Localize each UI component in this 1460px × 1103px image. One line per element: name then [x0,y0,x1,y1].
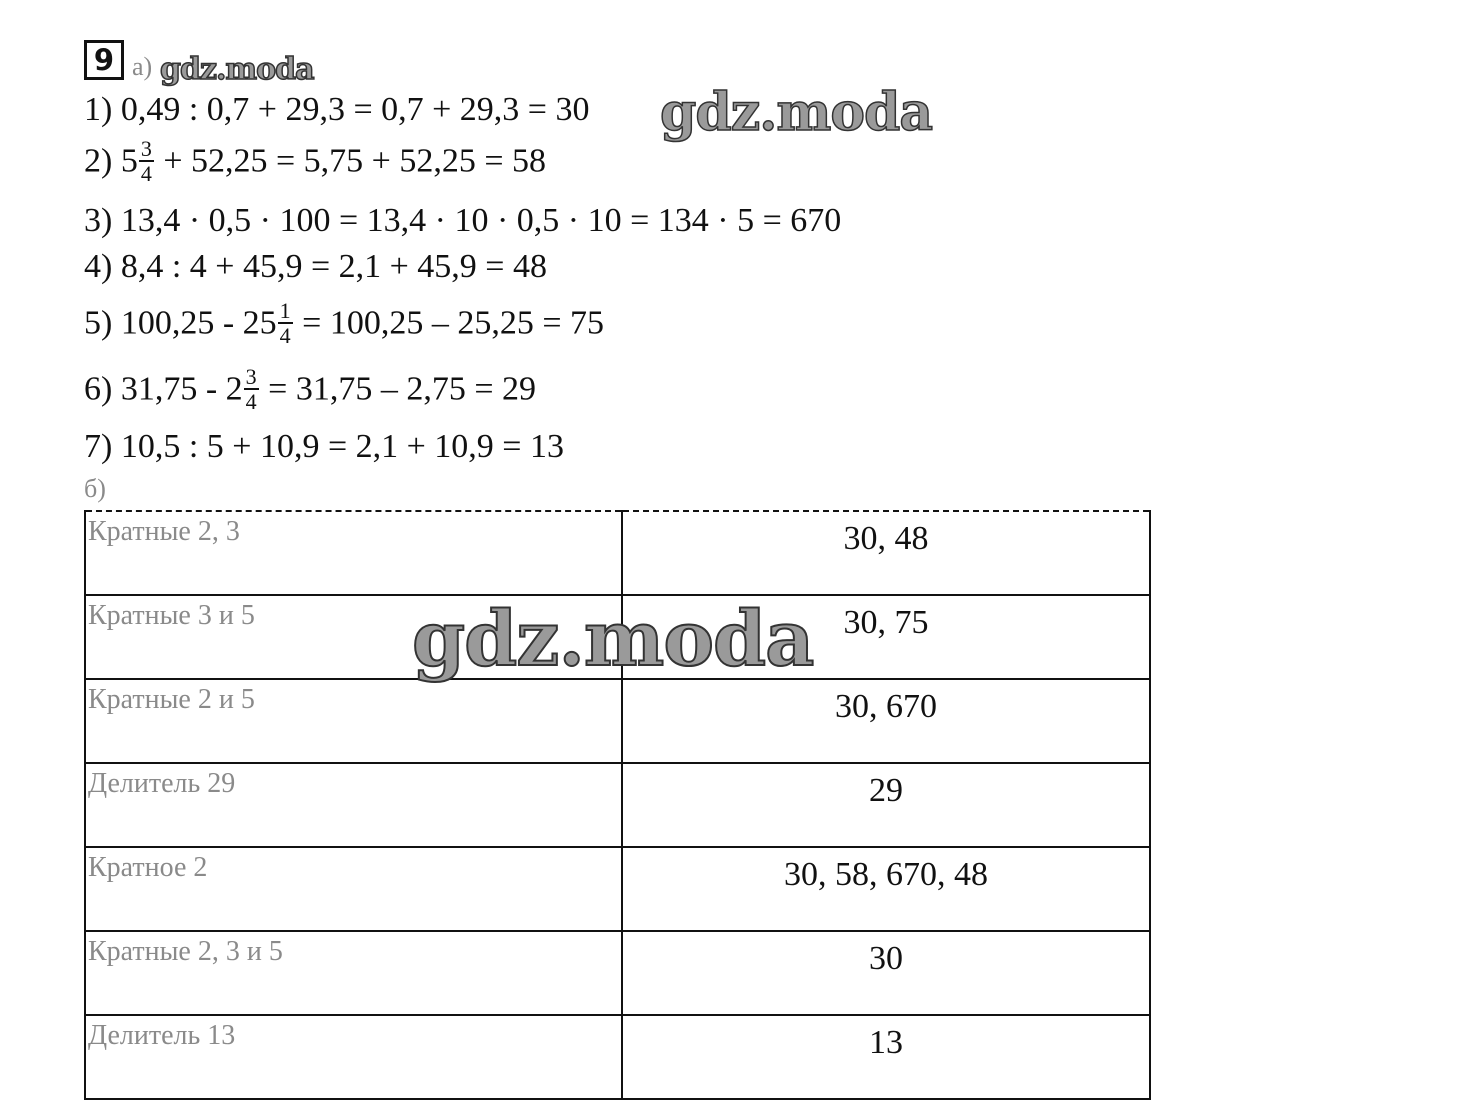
watermark-small: gdz.moda [160,52,314,87]
table-row [85,1015,1150,1099]
row-values: 29 [622,763,1150,847]
task-number: 9 [84,40,124,80]
equation-text: 7) 10,5 : 5 + 10,9 = 2,1 + 10,9 = 13 [84,428,564,465]
table-row [85,931,1150,1015]
table-row [85,679,1150,763]
row-category: Кратные 2 и 5 [85,679,622,763]
equation-text: = 31,75 – 2,75 = 29 [259,370,537,408]
part-a-label: а) [132,52,153,81]
row-category: Кратные 3 и 5 [85,595,622,679]
table-row [85,763,1150,847]
fraction [139,138,154,185]
equation-text: 3) 13,4 · 0,5 · 100 = 13,4 · 10 · 0,5 · 10 = 134 · 5 = 670 [84,202,842,239]
row-values: 30, 48 [622,511,1150,595]
fraction-denominator: 4 [279,323,291,348]
row-category: Делитель 29 [85,763,622,847]
part-b-label: б) [84,474,106,503]
fraction-denominator: 4 [245,389,257,414]
equation-5 [84,298,605,349]
fraction-numerator: 1 [279,298,291,323]
equation-4 [84,247,547,287]
row-category: Кратное 2 [85,847,622,931]
watermark-medium: gdz.moda [660,82,933,143]
equation-text: 2) 5 [84,142,138,180]
row-values: 13 [622,1015,1150,1099]
row-values: 30, 670 [622,679,1150,763]
equation-text: + 52,25 = 5,75 + 52,25 = 58 [154,142,547,180]
equation-text: 5) 100,25 - 25 [84,304,277,342]
fraction [278,300,293,347]
equation-text: 1) 0,49 : 0,7 + 29,3 = 0,7 + 29,3 = 30 [84,91,590,128]
equation-text: = 100,25 – 25,25 = 75 [293,304,605,342]
equation-2 [84,136,547,187]
fraction-denominator: 4 [140,161,152,186]
equation-text: 4) 8,4 : 4 + 45,9 = 2,1 + 45,9 = 48 [84,248,547,285]
equation-1 [84,90,589,130]
equation-6 [84,364,537,415]
table-row [85,511,1150,595]
fraction-numerator: 3 [245,364,257,389]
row-category: Делитель 13 [85,1015,622,1099]
equation-7 [84,427,564,467]
watermark-large: gdz.moda [412,594,814,683]
row-category: Кратные 2, 3 и 5 [85,931,622,1015]
fraction-numerator: 3 [140,136,152,161]
row-values: 30, 75 [622,595,1150,679]
equation-text: 6) 31,75 - 2 [84,370,243,408]
row-category: Кратные 2, 3 [85,511,622,595]
fraction [244,366,259,413]
table-row [85,847,1150,931]
equation-3 [84,201,841,241]
row-values: 30 [622,931,1150,1015]
row-values: 30, 58, 670, 48 [622,847,1150,931]
